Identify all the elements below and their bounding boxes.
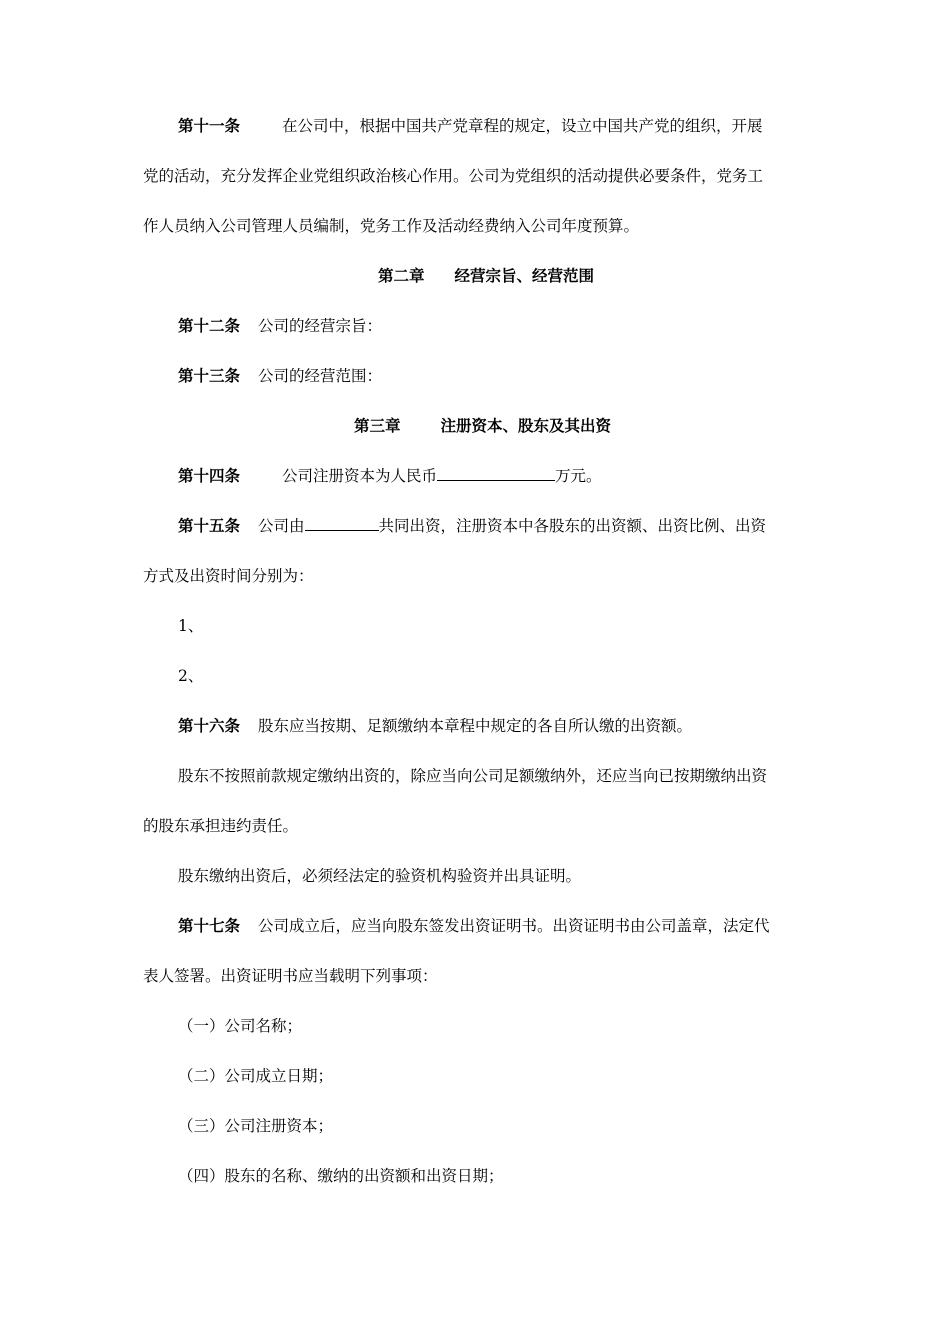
article-15-text-before: 公司由 (258, 517, 305, 535)
list-item: 1、 (178, 617, 204, 635)
list-item: （三）公司注册资本； (178, 1117, 334, 1135)
article-12-label: 第十二条 (178, 317, 241, 335)
chapter-2-number: 第二章 (378, 267, 425, 285)
article-11-label: 第十一条 (178, 117, 241, 135)
article-14 (178, 466, 602, 486)
chapter-3-heading (354, 416, 611, 436)
chapter-2-heading (378, 266, 594, 286)
article-11-text-1: 在公司中，根据中国共产党章程的规定，设立中国共产党的组织，开展 (282, 117, 763, 135)
article-15-line-2: 方式及出资时间分别为： (143, 567, 314, 585)
article-13 (178, 366, 382, 386)
list-item: （一）公司名称； (178, 1017, 303, 1035)
article-12 (178, 316, 382, 336)
article-14-label: 第十四条 (178, 467, 241, 485)
list-item: 2、 (178, 667, 204, 685)
article-14-text-before: 公司注册资本为人民币 (282, 467, 438, 485)
article-15-label: 第十五条 (178, 517, 241, 535)
chapter-2-title: 经营宗旨、经营范围 (454, 267, 595, 285)
article-16-para3: 股东缴纳出资后，必须经法定的验资机构验资并出具证明。 (178, 867, 582, 885)
article-17-line-1 (178, 916, 770, 936)
capital-amount-blank (437, 466, 555, 481)
article-12-text: 公司的经营宗旨： (258, 317, 383, 335)
chapter-3-number: 第三章 (354, 417, 401, 435)
article-16-label: 第十六条 (178, 717, 241, 735)
article-17-line-2: 表人签署。出资证明书应当载明下列事项： (143, 967, 438, 985)
chapter-3-title: 注册资本、股东及其出资 (440, 417, 612, 435)
article-14-text-after: 万元。 (555, 467, 602, 485)
article-17-text-1: 公司成立后，应当向股东签发出资证明书。出资证明书由公司盖章，法定代 (258, 917, 770, 935)
article-11-line-2: 党的活动，充分发挥企业党组织政治核心作用。公司为党组织的活动提供必要条件，党务工 (143, 167, 764, 185)
article-15-text-after: 共同出资，注册资本中各股东的出资额、出资比例、出资 (378, 517, 767, 535)
article-11-line-3: 作人员纳入公司管理人员编制，党务工作及活动经费纳入公司年度预算。 (143, 217, 640, 235)
article-13-label: 第十三条 (178, 367, 241, 385)
article-16-para2-line1: 股东不按照前款规定缴纳出资的，除应当向公司足额缴纳外，还应当向已按期缴纳出资 (178, 767, 768, 785)
article-11-line-1 (178, 116, 763, 136)
article-13-text: 公司的经营范围： (258, 367, 383, 385)
article-16 (178, 716, 692, 736)
article-16-para2-line2: 的股东承担违约责任。 (143, 817, 299, 835)
article-16-text: 股东应当按期、足额缴纳本章程中规定的各自所认缴的出资额。 (258, 717, 693, 735)
list-item: （四）股东的名称、缴纳的出资额和出资日期； (178, 1167, 504, 1185)
article-15-line-1 (178, 516, 766, 536)
shareholders-blank (305, 516, 379, 531)
article-17-label: 第十七条 (178, 917, 241, 935)
list-item: （二）公司成立日期； (178, 1067, 334, 1085)
